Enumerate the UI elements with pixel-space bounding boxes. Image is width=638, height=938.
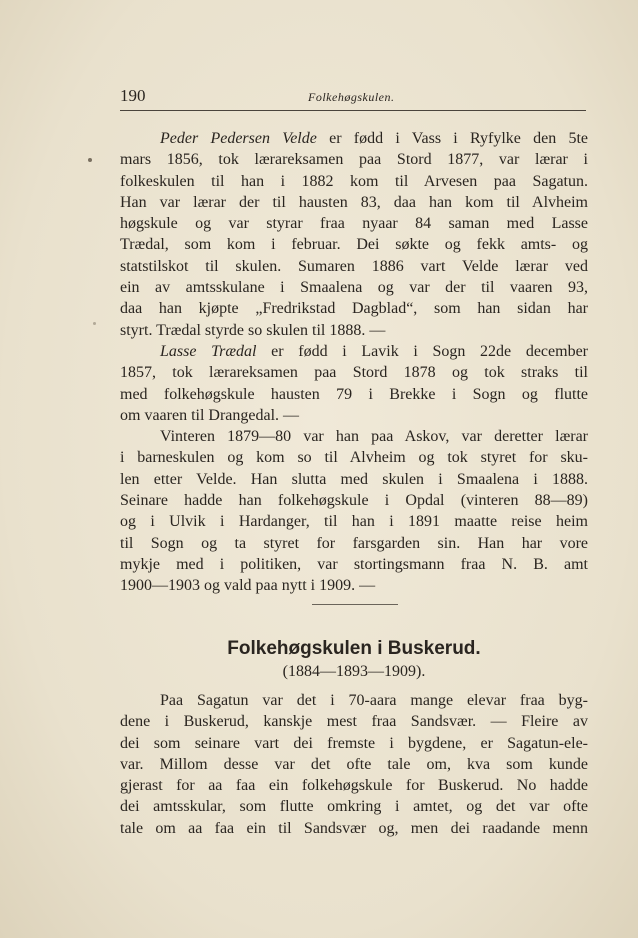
paragraph-line: 1900—1903 og vald paa nytt i 1909. — bbox=[120, 577, 376, 595]
paragraph-line: statstilskot til skulen. Sumaren 1886 vart Velde lærar ved bbox=[120, 257, 588, 275]
paragraph-line: om vaaren til Drangedal. — bbox=[120, 406, 300, 424]
paper-blemish bbox=[93, 322, 96, 325]
paragraph-line: Paa Sagatun var det i 70-aara mange elevar fraa byg- bbox=[160, 692, 588, 709]
header-rule bbox=[120, 110, 586, 111]
person-name: Peder Pedersen Velde bbox=[160, 130, 317, 147]
paragraph-line: høgskule og var styrar fraa nyaar 84 saman med Lasse bbox=[120, 215, 588, 233]
paragraph-line: daa han kjøpte „Fredrikstad Dagblad“, som han sidan har bbox=[120, 300, 588, 318]
section-years: (1884—1893—1909). bbox=[282, 663, 426, 680]
paragraph-line: til Sogn og ta styret for farsgarden sin. Han har vore bbox=[120, 534, 588, 552]
person-name: Lasse Trædal bbox=[160, 342, 257, 360]
paragraph-line: len etter Velde. Han slutta med skulen i Smaalena i 1888. bbox=[120, 470, 588, 488]
paragraph-line: Vinteren 1879—80 var han paa Askov, var deretter lærar bbox=[160, 428, 588, 446]
paragraph-line: dei amtsskular, som flutte omkring i amtet, og det var ofte bbox=[120, 798, 588, 816]
paragraph-line: mykje med i politiken, var stortingsmann fraa N. B. amt bbox=[120, 555, 588, 573]
paragraph-line: Lasse Trædal er fødd i Lavik i Sogn 22de december bbox=[160, 342, 588, 360]
section-separator bbox=[312, 604, 398, 605]
page-header bbox=[120, 86, 590, 110]
paragraph-line: Han var lærar der til hausten 83, daa han kom til Alvheim bbox=[120, 193, 588, 211]
biography-text bbox=[120, 128, 588, 597]
paragraph-line: og i Ulvik i Hardanger, til han i 1891 maatte reise heim bbox=[120, 513, 588, 531]
paragraph-line: med folkehøgskule hausten 79 i Brekke i Sogn og flutte bbox=[120, 385, 588, 403]
paragraph-line: Peder Pedersen Velde er fødd i Vass i Ryfylke den 5te bbox=[160, 130, 588, 147]
paragraph-line: Trædal, som kom i februar. Dei søkte og fekk amts- og bbox=[120, 236, 588, 254]
paragraph-line: 1857, tok lærareksamen paa Stord 1878 og tok straks til bbox=[120, 364, 588, 382]
paragraph-line: styrt. Trædal styrde so skulen til 1888. — bbox=[120, 321, 386, 339]
paragraph-line: tale om aa faa ein til Sandsvær og, men dei raadande menn bbox=[120, 819, 588, 837]
paragraph-line: dei som seinare vart dei fremste i bygdene, er Sagatun-ele- bbox=[120, 734, 588, 752]
section-text bbox=[120, 690, 588, 839]
page-number: 190 bbox=[120, 86, 146, 105]
running-title: Folkehøgskulen. bbox=[308, 90, 395, 104]
paragraph-line: var. Millom desse var det ofte tale om, kva som kunde bbox=[120, 755, 588, 773]
paragraph-line: Seinare hadde han folkehøgskule i Opdal (vinteren 88—89) bbox=[120, 492, 588, 510]
paragraph-line: mars 1856, tok lærareksamen paa Stord 1877, var lærar i bbox=[120, 151, 588, 169]
paragraph-line: folkeskulen til han i 1882 kom til Arvesen paa Sagatun. bbox=[120, 172, 588, 190]
paragraph-line: ein av amtsskulane i Smaalena og var der til vaaren 93, bbox=[120, 279, 588, 297]
paragraph-line: gjerast for aa faa ein folkehøgskule for Buskerud. No hadde bbox=[120, 777, 588, 795]
paragraph-line: dene i Buskerud, kanskje mest fraa Sandsvær. — Fleire av bbox=[120, 713, 588, 731]
paper-blemish bbox=[88, 158, 92, 162]
paragraph-line: i barneskulen og kom so til Alvheim og tok styret for sku- bbox=[120, 449, 588, 467]
section-title: Folkehøgskulen i Buskerud. bbox=[227, 638, 481, 659]
